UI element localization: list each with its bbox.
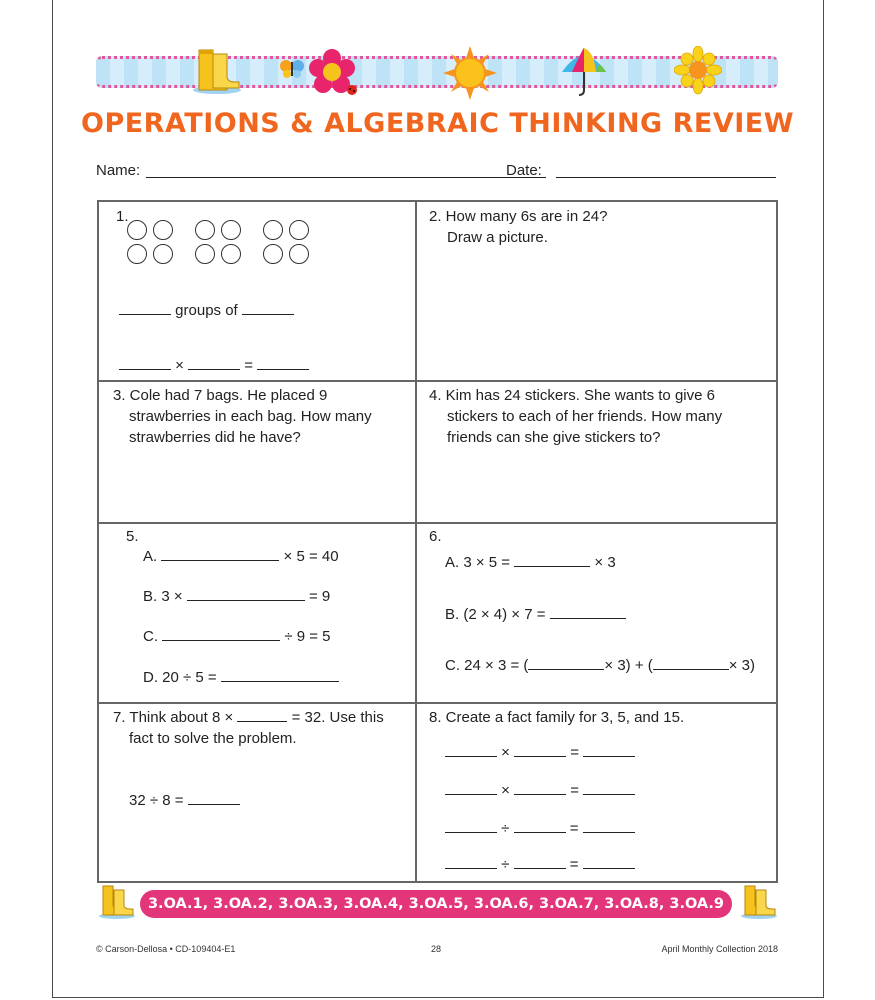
footer-collection: April Monthly Collection 2018 bbox=[661, 944, 778, 954]
problem-7-equation bbox=[129, 790, 240, 811]
equals-symbol: = bbox=[570, 744, 580, 761]
circle bbox=[127, 244, 147, 264]
ladybug-icon bbox=[346, 84, 358, 96]
problem-5b-label: B. 3 × bbox=[143, 588, 183, 605]
circle bbox=[263, 220, 283, 240]
fact-family-row bbox=[445, 780, 635, 801]
equals-symbol: = bbox=[244, 357, 254, 374]
sunflower-icon bbox=[674, 46, 722, 98]
problem-8-line-1: 8. Create a fact family for 3, 5, and 15. bbox=[429, 709, 685, 726]
answer-blank[interactable] bbox=[119, 303, 171, 315]
problem-7 bbox=[99, 704, 417, 881]
problem-7-line-2: fact to solve the problem. bbox=[129, 730, 297, 747]
divide-symbol: ÷ bbox=[501, 856, 510, 873]
problem-7-text-b: = 32. Use this bbox=[291, 709, 384, 726]
problem-5a-equation: × 5 = 40 bbox=[283, 548, 339, 565]
problem-6c-end: × 3) bbox=[728, 657, 756, 674]
answer-blank[interactable] bbox=[528, 658, 604, 670]
answer-blank[interactable] bbox=[119, 358, 171, 370]
rain-boots-icon bbox=[191, 46, 243, 96]
problem-5-number: 5. bbox=[126, 528, 139, 545]
butterfly-icon bbox=[279, 58, 305, 80]
circle bbox=[221, 220, 241, 240]
problem-4-line-3: friends can she give stickers to? bbox=[447, 429, 661, 446]
sun-icon bbox=[443, 46, 497, 100]
problem-6c-label: C. 24 × 3 = ( bbox=[445, 657, 529, 674]
answer-blank[interactable] bbox=[514, 783, 566, 795]
answer-blank[interactable] bbox=[514, 857, 566, 869]
problem-6a-equation: × 3 bbox=[594, 554, 616, 571]
problem-5 bbox=[99, 524, 417, 704]
problem-6a bbox=[445, 552, 616, 573]
fact-family-row bbox=[445, 818, 635, 839]
answer-blank[interactable] bbox=[653, 658, 729, 670]
name-label: Name: bbox=[96, 162, 141, 179]
problem-8 bbox=[417, 704, 776, 881]
rain-boots-icon bbox=[98, 884, 136, 920]
problem-6-number: 6. bbox=[429, 528, 442, 545]
problem-6b bbox=[445, 604, 626, 625]
answer-blank[interactable] bbox=[445, 745, 497, 757]
worksheet-title: OPERATIONS & ALGEBRAIC THINKING REVIEW bbox=[81, 108, 794, 139]
groups-of-line bbox=[119, 300, 294, 321]
equals-symbol: = bbox=[569, 856, 579, 873]
standards-banner: 3.OA.1, 3.OA.2, 3.OA.3, 3.OA.4, 3.OA.5, 3.OA.6, 3.OA.7, 3.OA.8, 3.OA.9 bbox=[140, 890, 732, 918]
answer-blank[interactable] bbox=[221, 670, 339, 682]
answer-blank[interactable] bbox=[514, 555, 590, 567]
umbrella-icon bbox=[558, 46, 610, 98]
problem-5c-equation: ÷ 9 = 5 bbox=[284, 628, 331, 645]
problem-3-line-1: 3. Cole had 7 bags. He placed 9 bbox=[113, 387, 328, 404]
problem-4-line-2: stickers to each of her friends. How many bbox=[447, 408, 723, 425]
problem-4 bbox=[417, 382, 776, 524]
problem-6 bbox=[417, 524, 776, 704]
problem-3-line-3: strawberries did he have? bbox=[129, 429, 301, 446]
problem-5a-label: A. bbox=[143, 548, 158, 565]
name-field[interactable] bbox=[146, 177, 546, 178]
problem-5d-label: D. 20 ÷ 5 = bbox=[143, 669, 217, 686]
name-date-row bbox=[96, 160, 778, 184]
circle bbox=[127, 220, 147, 240]
circle bbox=[153, 244, 173, 264]
answer-blank[interactable] bbox=[161, 549, 279, 561]
problem-4-line-1: 4. Kim has 24 stickers. She wants to give 6 bbox=[429, 387, 715, 404]
answer-blank[interactable] bbox=[188, 358, 240, 370]
answer-blank[interactable] bbox=[445, 821, 497, 833]
answer-blank[interactable] bbox=[514, 821, 566, 833]
problem-6c-middle: × 3) + ( bbox=[604, 657, 653, 674]
footer-page-number: 28 bbox=[431, 944, 442, 954]
problem-2-line-1: 2. How many 6s are in 24? bbox=[429, 208, 608, 225]
circle bbox=[289, 244, 309, 264]
problem-1-number: 1. bbox=[116, 208, 129, 225]
problem-5b-equation: = 9 bbox=[308, 588, 331, 605]
problem-5a bbox=[143, 546, 339, 567]
rain-boots-icon bbox=[740, 884, 778, 920]
problem-2-line-2: Draw a picture. bbox=[447, 229, 548, 246]
circle bbox=[263, 244, 283, 264]
fact-family-row bbox=[445, 854, 635, 875]
answer-blank[interactable] bbox=[445, 783, 497, 795]
problem-7-line-1 bbox=[113, 707, 384, 728]
answer-blank[interactable] bbox=[237, 710, 287, 722]
times-symbol: × bbox=[175, 357, 184, 374]
circle bbox=[195, 220, 215, 240]
answer-blank[interactable] bbox=[257, 358, 309, 370]
answer-blank[interactable] bbox=[162, 629, 280, 641]
problem-5b bbox=[143, 586, 330, 607]
times-symbol: × bbox=[501, 744, 510, 761]
problem-5c bbox=[143, 626, 331, 647]
answer-blank[interactable] bbox=[242, 303, 294, 315]
problem-6b-label: B. (2 × 4) × 7 = bbox=[445, 606, 546, 623]
problem-1 bbox=[99, 202, 417, 382]
answer-blank[interactable] bbox=[550, 607, 626, 619]
answer-blank[interactable] bbox=[583, 745, 635, 757]
date-label: Date: bbox=[506, 162, 542, 179]
problem-3 bbox=[99, 382, 417, 524]
divide-symbol: ÷ bbox=[501, 820, 510, 837]
problem-3-line-2: strawberries in each bag. How many bbox=[129, 408, 372, 425]
problem-7-eq-text: 32 ÷ 8 = bbox=[129, 792, 184, 809]
circle bbox=[221, 244, 241, 264]
multiplication-line bbox=[119, 355, 309, 376]
answer-blank[interactable] bbox=[583, 821, 635, 833]
answer-blank[interactable] bbox=[445, 857, 497, 869]
fact-family-row bbox=[445, 742, 635, 763]
circle bbox=[289, 220, 309, 240]
answer-blank[interactable] bbox=[187, 589, 305, 601]
problem-7-text-a: 7. Think about 8 × bbox=[113, 709, 234, 726]
problem-6a-label: A. 3 × 5 = bbox=[445, 554, 511, 571]
times-symbol: × bbox=[501, 782, 510, 799]
date-field[interactable] bbox=[556, 177, 776, 178]
problem-6c bbox=[445, 655, 755, 676]
answer-blank[interactable] bbox=[514, 745, 566, 757]
answer-blank[interactable] bbox=[188, 793, 240, 805]
problem-5c-label: C. bbox=[143, 628, 158, 645]
footer-copyright: © Carson-Dellosa • CD-109404-E1 bbox=[96, 944, 236, 954]
equals-symbol: = bbox=[569, 820, 579, 837]
answer-blank[interactable] bbox=[583, 783, 635, 795]
decorative-banner bbox=[96, 46, 778, 98]
problem-2 bbox=[417, 202, 776, 382]
problem-5d bbox=[143, 667, 339, 688]
circle bbox=[153, 220, 173, 240]
problems-grid bbox=[97, 200, 778, 883]
equals-symbol: = bbox=[570, 782, 580, 799]
circle bbox=[195, 244, 215, 264]
answer-blank[interactable] bbox=[583, 857, 635, 869]
groups-of-text: groups of bbox=[175, 302, 238, 319]
